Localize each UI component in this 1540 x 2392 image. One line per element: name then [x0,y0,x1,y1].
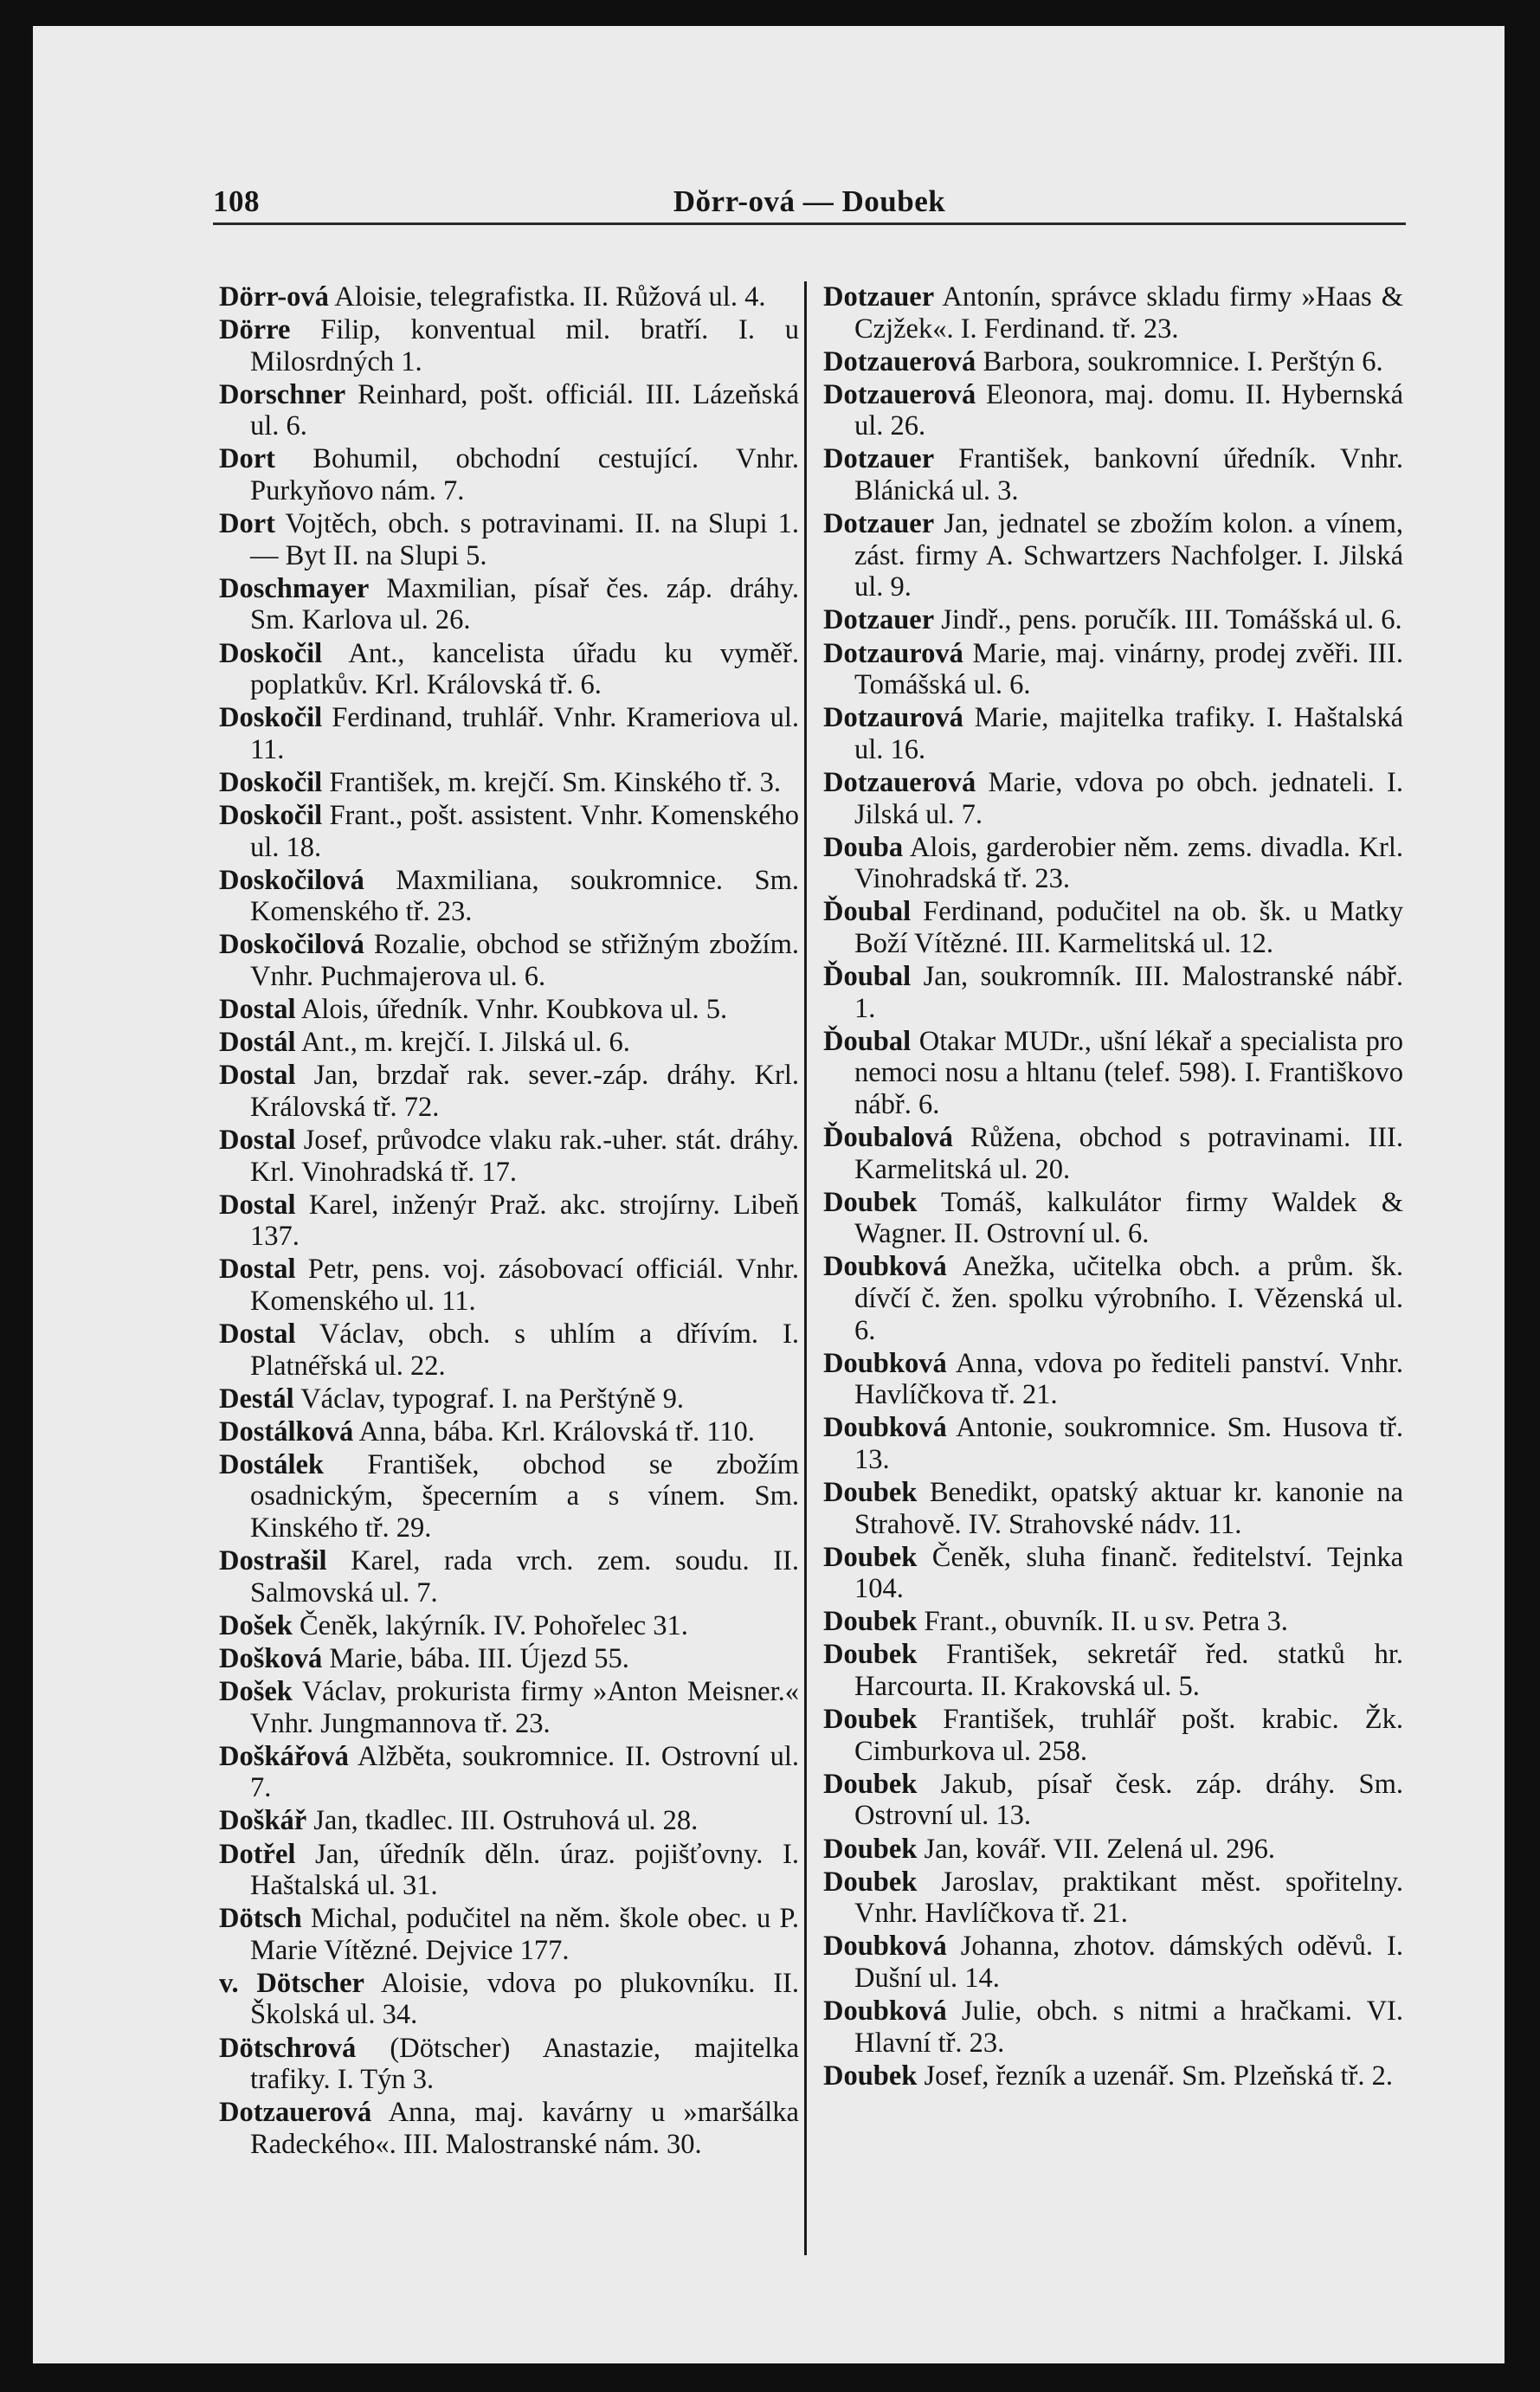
entry-name: Došková [219,1642,323,1674]
entry-details: František, bankovní úředník. Vnhr. Blánická ul. 3. [854,443,1403,507]
directory-entry [823,1026,1403,1121]
directory-entry [219,2097,799,2160]
entry-details: Rozalie, obchod se střižným zbožím. Vnhr. Puchmajerova ul. 6. [250,929,799,992]
entry-name: Dotzauerová [219,2097,372,2129]
entry-name: Doubek [823,1768,918,1800]
directory-entry [219,1060,799,1123]
entry-details: Václav, obch. s uhlím a dřívím. I. Platnéřská ul. 22. [250,1319,799,1382]
directory-entry [823,832,1403,895]
entry-details: Frant., obuvník. II. u sv. Petra 3. [917,1606,1288,1638]
directory-entry [823,1251,1403,1346]
entry-name: Dotzauer [823,443,935,475]
directory-entry [219,1125,799,1188]
entry-name: Doškářová [219,1740,349,1772]
entry-details: Marie, maj. vinárny, prodej zvěři. III. Tomášská ul. 6. [854,637,1403,701]
entry-name: Doubek [823,1866,918,1898]
directory-entry [823,281,1403,345]
directory-entry [219,994,799,1026]
entry-name: Dotzauerová [823,766,976,798]
entry-name: Ďoubalová [823,1121,953,1153]
entry-details: Ferdinand, truhlář. Vnhr. Krameriova ul. 11. [250,702,799,765]
directory-entry [219,1805,799,1837]
running-head: Dŏrr-ová — Doubek [673,184,946,218]
directory-entry [219,1416,799,1448]
page-number: 108 [213,184,260,218]
directory-entry [823,1639,1403,1702]
entry-details: Alois, úředník. Vnhr. Koubkova ul. 5. [295,994,728,1026]
column-divider [804,281,807,2255]
directory-entry [219,1676,799,1739]
directory-entry [823,961,1403,1024]
entry-name: Doskočilová [219,929,364,961]
entry-details: Anežka, učitelka obch. a prům. šk. dívčí č. žen. spolku výrobního. I. Vězenská ul. 6. [854,1251,1403,1346]
entry-details: Johanna, zhotov. dámských oděvů. I. Dušní ul. 14. [854,1931,1403,1994]
entry-details: Aloisie, telegrafistka. II. Růžová ul. 4. [328,281,766,313]
directory-entry [823,1542,1403,1605]
entry-name: Doubková [823,1412,947,1444]
directory-entry [219,2033,799,2096]
page-header [213,169,1406,225]
entry-name: Dotzauer [823,281,935,313]
entry-details: Marie, bába. III. Újezd 55. [322,1642,629,1674]
entry-details: Julie, obch. s nitmi a hračkami. VI. Hlavní tř. 23. [854,1995,1403,2059]
entry-details: Bohumil, obchodní cestující. Vnhr. Purkyňovo nám. 7. [250,443,799,507]
directory-entry [823,1122,1403,1185]
directory-entry [823,767,1403,830]
directory-entry [219,1383,799,1415]
entry-details: Karel, inženýr Praž. akc. strojírny. Libeň 137. [250,1189,799,1253]
directory-entry [219,1903,799,1966]
entry-name: Dostal [219,1189,296,1221]
directory-entry [823,604,1403,636]
entry-details: Čeněk, lakýrník. IV. Pohořelec 31. [292,1609,688,1641]
entry-details: Marie, majitelka trafiky. I. Haštalská ul. 16. [854,702,1403,765]
directory-entry [823,1867,1403,1930]
directory-entry [219,702,799,765]
entry-name: Doubek [823,1476,918,1508]
entry-details: Václav, prokurista firmy »Anton Meisner.« Vnhr. Jungmannova tř. 23. [250,1676,799,1739]
entry-details: Barbora, soukromnice. I. Perštýn 6. [976,345,1383,377]
entry-details: Eleonora, maj. domu. II. Hybernská ul. 26. [854,378,1403,442]
entry-name: Dotřel [219,1838,296,1870]
entry-name: Doschmayer [219,572,370,604]
directory-entry [219,1545,799,1609]
directory-entry [823,2060,1403,2092]
entry-details: František, m. krejčí. Sm. Kinského tř. 3. [322,766,782,798]
entry-details: Antonie, soukromnice. Sm. Husova tř. 13. [854,1412,1403,1475]
entry-details: Karel, rada vrch. zem. soudu. II. Salmovská ul. 7. [250,1545,799,1609]
entry-details: Růžena, obchod s potravinami. III. Karmelitská ul. 20. [854,1121,1403,1185]
entry-details: Tomáš, kalkulátor firmy Waldek & Wagner. II. Ostrovní ul. 6. [854,1186,1403,1250]
directory-page [33,26,1505,2363]
entry-name: Dotzaurová [823,637,963,669]
directory-entry [823,896,1403,959]
directory-entry [219,443,799,506]
directory-entry [219,1643,799,1675]
directory-entry [823,1834,1403,1866]
directory-entry [219,1839,799,1902]
entry-details: František, sekretář řed. statků hr. Harcourta. II. Krakovská ul. 5. [854,1639,1403,1703]
entry-name: Dostal [219,1319,296,1350]
entry-details: František, obchod se zbožím osadnickým, špecerním a s vínem. Sm. Kinského tř. 29. [250,1448,799,1544]
entry-details: Ant., kancelista úřadu ku vyměř. poplatkův. Krl. Královská tř. 6. [250,637,799,701]
entry-details: Anna, maj. kavárny u »maršálka Radeckého«. III. Malostranské nám. 30. [250,2097,799,2160]
entry-name: Doubková [823,1251,947,1283]
entry-name: Dostrašil [219,1545,327,1577]
directory-entry [823,508,1403,603]
directory-entry [823,1187,1403,1250]
entry-name: Došek [219,1609,293,1641]
directory-entry [219,1449,799,1544]
directory-entry [823,638,1403,701]
entry-details: Anna, vdova po řediteli panství. Vnhr. Havlíčkova tř. 21. [854,1347,1403,1411]
directory-entry [219,281,799,313]
entry-name: Destál [219,1383,294,1415]
entry-details: Filip, konventual mil. bratří. I. u Milosrdných 1. [250,314,799,377]
entry-details: Maxmiliana, soukromnice. Sm. Komenského tř. 23. [250,864,799,928]
entry-details: Benedikt, opatský aktuar kr. kanonie na Strahově. IV. Strahovské nádv. 11. [854,1476,1403,1540]
entry-name: Dostál [219,1027,296,1059]
entry-details: Reinhard, pošt. officiál. III. Lázeňská ul. 6. [250,378,799,442]
entry-details: Vojtěch, obch. s potravinami. II. na Slupi 1. — Byt II. na Slupi 5. [250,508,799,571]
entry-name: Dotzauer [823,604,935,636]
entry-details: Jan, úředník děln. úraz. pojišťovny. I. Haštalská ul. 31. [250,1838,799,1902]
entry-name: Doškář [219,1805,307,1837]
entry-name: Doubek [823,1606,918,1638]
directory-entry [823,379,1403,442]
entry-details: František, truhlář pošt. krabic. Žk. Cimburkova ul. 258. [854,1704,1403,1767]
entry-details: Jan, soukromník. III. Malostranské nábř. 1. [854,960,1403,1024]
directory-entry [823,1931,1403,1994]
entry-name: Dotzaurová [823,702,963,734]
entry-name: Dostálek [219,1448,324,1480]
directory-entry [823,1412,1403,1475]
entry-name: Doubek [823,2060,918,2092]
directory-entry [823,1606,1403,1638]
directory-entry [823,1769,1403,1832]
entry-name: Dostal [219,1124,296,1156]
entry-details: Jan, kovář. VII. Zelená ul. 296. [917,1833,1276,1865]
entry-name: Ďoubal [823,960,912,992]
entry-name: Dostal [219,1060,296,1092]
directory-entry [219,767,799,799]
entry-name: Dostálková [219,1415,354,1447]
entry-name: Dotzauerová [823,345,976,377]
directory-entry [823,1477,1403,1540]
entry-details: Josef, řezník a uzenář. Sm. Plzeňská tř. 2. [917,2060,1394,2092]
entry-name: Doubková [823,1995,947,2027]
entry-name: Doubek [823,1833,918,1865]
entry-name: Doskočil [219,800,323,831]
directory-entry [823,443,1403,506]
entry-name: Doubek [823,1639,918,1671]
entry-details: Jan, jednatel se zbožím kolon. a vínem, zást. firmy A. Schwartzers Nachfolger. I. Jilská ul. 9. [854,508,1403,603]
directory-entry [219,1968,799,2031]
directory-entry [219,929,799,992]
directory-entry [219,638,799,701]
entry-details: (Dötscher) Anastazie, majitelka trafiky. I. Týn 3. [250,2032,799,2096]
directory-entry [823,1995,1403,2059]
directory-entry [823,346,1403,378]
entry-name: Dörr-ová [219,281,329,313]
directory-entry [219,1254,799,1317]
entry-details: Otakar MUDr., ušní lékař a specialista pro nemoci nosu a hltanu (telef. 598). I. Františkovo nábř. 6. [854,1025,1403,1120]
entry-details: Václav, typograf. I. na Perštýně 9. [293,1383,685,1415]
entry-details: Maxmilian, písař čes. záp. dráhy. Sm. Karlova ul. 26. [250,572,799,636]
directory-entry [219,508,799,571]
entry-name: Doubek [823,1186,918,1218]
entry-details: Marie, vdova po obch. jednateli. I. Jilská ul. 7. [854,766,1403,830]
entry-details: Jakub, písař česk. záp. dráhy. Sm. Ostrovní ul. 13. [854,1768,1403,1832]
directory-entry [219,865,799,928]
entry-details: Alžběta, soukromnice. II. Ostrovní ul. 7. [250,1740,799,1804]
entry-details: Josef, průvodce vlaku rak.-uher. stát. dráhy. Krl. Vinohradská tř. 17. [250,1124,799,1188]
entry-details: Jindř., pens. poručík. III. Tomášská ul. 6. [934,604,1402,636]
entry-details: Alois, garderobier něm. zems. divadla. Krl. Vinohradská tř. 23. [854,831,1403,895]
directory-entry [219,800,799,863]
entry-name: Dötsch [219,1903,302,1935]
entry-name: Dort [219,443,275,475]
entry-details: Antonín, správce skladu firmy »Haas & Czjžek«. I. Ferdinand. tř. 23. [854,281,1403,345]
directory-entry [219,573,799,636]
entry-name: Dorschner [219,378,346,410]
directory-entry [219,1190,799,1253]
entry-name: Doskočil [219,702,323,734]
entry-name: Doskočil [219,766,323,798]
left-column [219,281,799,2162]
entry-name: Douba [823,831,904,863]
entry-name: v. Dötscher [219,1967,364,1999]
directory-entry [219,1319,799,1382]
entry-details: Čeněk, sluha finanč. ředitelství. Tejnka 104. [854,1541,1403,1605]
directory-entry [823,702,1403,765]
directory-entry [219,314,799,377]
entry-name: Doubková [823,1347,947,1379]
entry-name: Ďoubal [823,1025,912,1057]
right-column [823,281,1403,2093]
entry-details: Aloisie, vdova po plukovníku. II. Školská ul. 34. [250,1967,799,2031]
directory-entry [219,1027,799,1059]
entry-name: Doskočilová [219,864,364,896]
entry-details: Petr, pens. voj. zásobovací officiál. Vnhr. Komenského ul. 11. [250,1254,799,1317]
entry-name: Dostal [219,994,296,1026]
entry-name: Doskočil [219,637,323,669]
entry-name: Dort [219,508,275,540]
entry-name: Dotzauer [823,508,935,540]
entry-name: Dostal [219,1254,296,1286]
entry-details: Jan, tkadlec. III. Ostruhová ul. 28. [306,1805,699,1837]
entry-details: Ant., m. krejčí. I. Jilská ul. 6. [295,1027,630,1059]
entry-name: Došek [219,1676,293,1708]
entry-details: Jan, brzdař rak. sever.-záp. dráhy. Krl. Královská tř. 72. [250,1060,799,1123]
entry-name: Dörre [219,314,291,346]
directory-entry [823,1348,1403,1411]
entry-details: Frant., pošt. assistent. Vnhr. Komenského ul. 18. [250,800,799,863]
entry-name: Doubek [823,1541,918,1573]
entry-name: Ďoubal [823,896,912,928]
entry-name: Dotzauerová [823,378,976,410]
directory-entry [219,1741,799,1804]
directory-entry [823,1704,1403,1767]
directory-entry [219,379,799,442]
directory-entry [219,1610,799,1642]
entry-name: Dötschrová [219,2032,357,2064]
entry-details: Michal, podučitel na něm. škole obec. u P. Marie Vítězné. Dejvice 177. [250,1903,799,1966]
entry-details: Jaroslav, praktikant měst. spořitelny. Vnhr. Havlíčkova tř. 21. [854,1866,1403,1930]
entry-name: Doubková [823,1931,947,1963]
entry-details: Ferdinand, podučitel na ob. šk. u Matky Boží Vítězné. III. Karmelitská ul. 12. [854,896,1403,959]
entry-details: Anna, bába. Krl. Královská tř. 110. [353,1415,755,1447]
entry-name: Doubek [823,1704,918,1736]
